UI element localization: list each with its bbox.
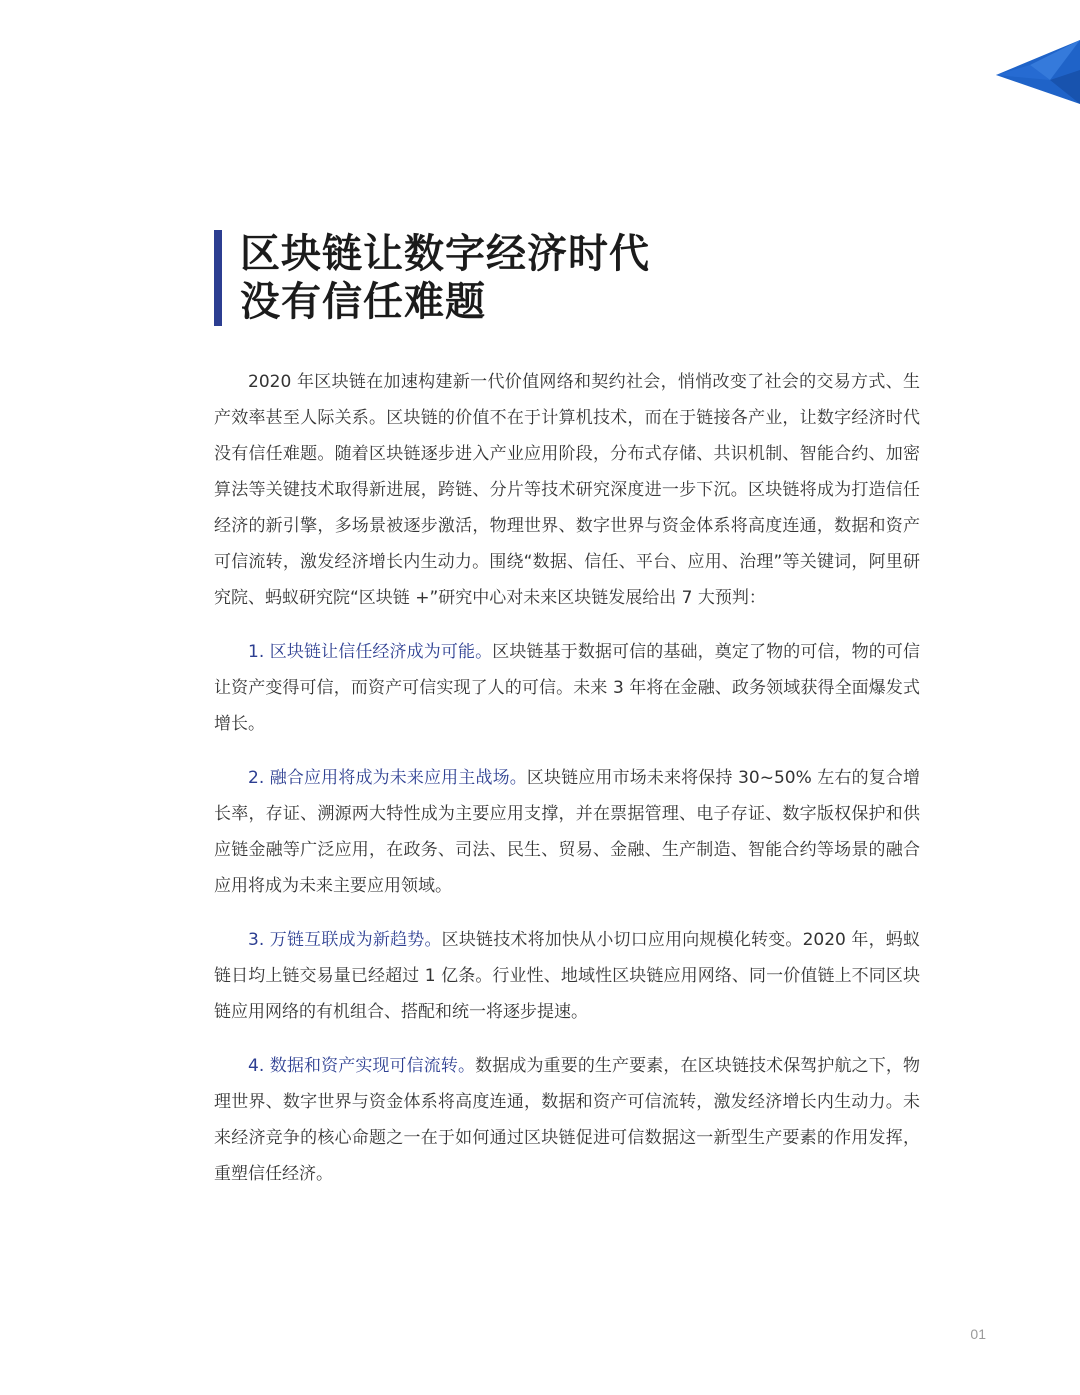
prediction-heading-2: 2. 融合应用将成为未来应用主战场。 (248, 768, 527, 788)
corner-triangle-decoration (990, 0, 1080, 110)
prediction-body-4: 数据成为重要的生产要素，在区块链技术保驾护航之下，物理世界、数字世界与资金体系将高度连通，数据和资产可信流转，激发经济增长内生动力。未来经济竞争的核心命题之一在于如何通过区块链促进可信数据这一新型生产要素的作用发挥，重塑信任经济。 (214, 1056, 921, 1184)
prediction-item-4 (214, 1048, 920, 1192)
page-title (214, 230, 650, 326)
prediction-body-1: 区块链基于数据可信的基础，奠定了物的可信，物的可信让资产变得可信，而资产可信实现了人的可信。未来 3 年将在金融、政务领域获得全面爆发式增长。 (214, 642, 921, 734)
prediction-heading-1: 1. 区块链让信任经济成为可能。 (248, 642, 493, 662)
title-line-1: 区块链让数字经济时代 (240, 231, 650, 277)
prediction-item-3 (214, 922, 920, 1030)
prediction-heading-4: 4. 数据和资产实现可信流转。 (248, 1056, 476, 1076)
prediction-heading-3: 3. 万链互联成为新趋势。 (248, 930, 442, 950)
page-number: 01 (970, 1326, 986, 1342)
intro-paragraph: 2020 年区块链在加速构建新一代价值网络和契约社会，悄悄改变了社会的交易方式、生产效率甚至人际关系。区块链的价值不在于计算机技术，而在于链接各产业，让数字经济时代没有信任难题。随着区块链逐步进入产业应用阶段，分布式存储、共识机制、智能合约、加密算法等关键技术取得新进展，跨链、分片等技术研究深度进一步下沉。区块链将成为打造信任经济的新引擎，多场景被逐步激活，物理世界、数字世界与资金体系将高度连通，数据和资产可信流转，激发经济增长内生动力。围绕“数据、信任、平台、应用、治理”等关键词，阿里研究院、蚂蚁研究院“区块链 +”研究中心对未来区块链发展给出 7 大预判： (214, 372, 920, 608)
prediction-body-2: 区块链应用市场未来将保持 30~50% 左右的复合增长率，存证、溯源两大特性成为主要应用支撑，并在票据管理、电子存证、数字版权保护和供应链金融等广泛应用，在政务、司法、民生、贸易、金融、生产制造、智能合约等场景的融合应用将成为未来主要应用领域。 (214, 768, 921, 896)
prediction-body-3: 区块链技术将加快从小切口应用向规模化转变。2020 年，蚂蚁链日均上链交易量已经超过 1 亿条。行业性、地域性区块链应用网络、同一价值链上不同区块链应用网络的有机组合、搭配和统一将逐步提速。 (214, 930, 920, 1022)
prediction-item-2 (214, 760, 920, 904)
article-body (214, 364, 920, 1210)
title-line-2: 没有信任难题 (240, 279, 486, 325)
prediction-item-1 (214, 634, 920, 742)
